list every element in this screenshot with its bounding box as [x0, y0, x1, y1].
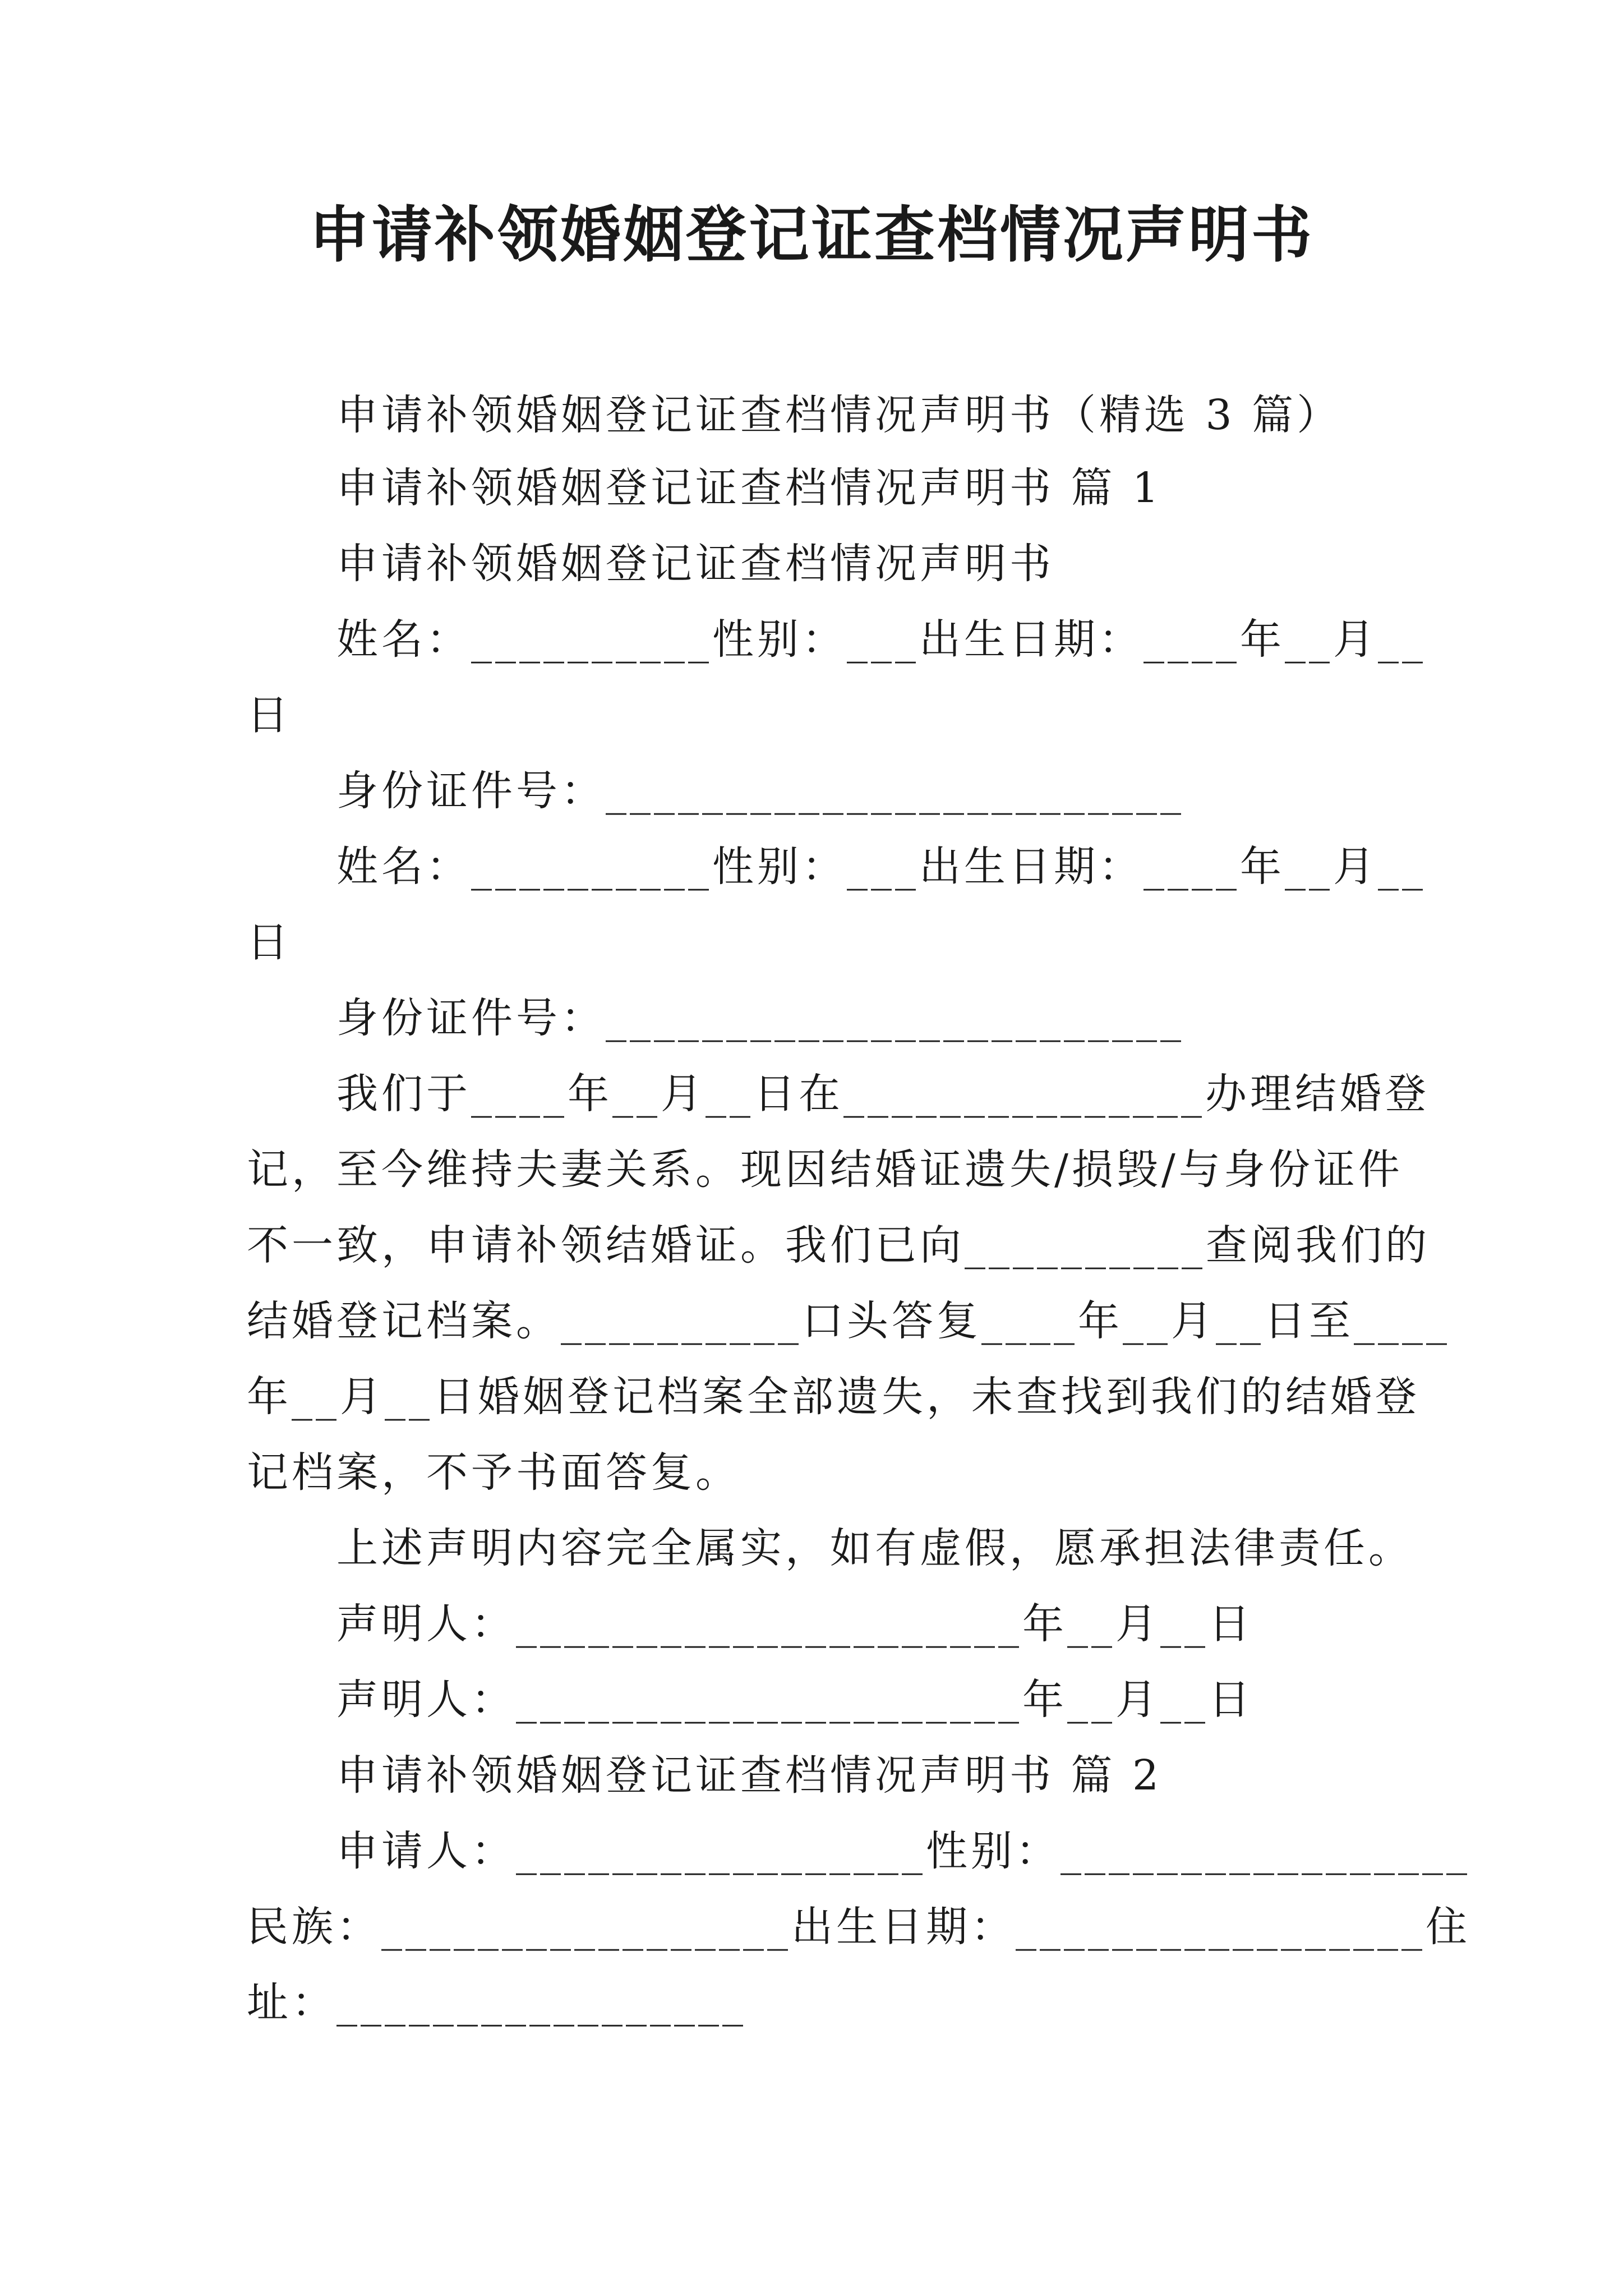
doc-line-applicant: 申请人：_________________性别：_________________ [336, 1827, 1470, 1875]
doc-line-declarant-2: 声明人：_____________________年__月__日 [336, 1676, 1253, 1724]
document-title: 申请补领婚姻登记证查档情况声明书 [308, 200, 1314, 270]
doc-line-day-2: 日 [247, 918, 292, 967]
doc-line-declaration: 上述声明内容完全属实，如有虚假，愿承担法律责任。 [336, 1524, 1413, 1572]
doc-line-body-3: 不一致，申请补领结婚证。我们已向__________查阅我们的 [247, 1221, 1430, 1269]
doc-line-body-2: 记，至今维持夫妻关系。现因结婚证遗失/损毁/与身份证件 [247, 1145, 1403, 1194]
doc-line-id-2: 身份证件号：________________________ [336, 994, 1184, 1042]
doc-line-declarant-1: 声明人：_____________________年__月__日 [336, 1600, 1253, 1648]
doc-line-section-2: 申请补领婚姻登记证查档情况声明书 篇 2 [336, 1751, 1163, 1800]
doc-line-section-1: 申请补领婚姻登记证查档情况声明书 篇 1 [336, 464, 1163, 512]
doc-line-body-4: 结婚登记档案。__________口头答复____年__月__日至____ [247, 1297, 1450, 1345]
doc-line-body-1: 我们于____年__月__日在_______________办理结婚登 [336, 1070, 1430, 1118]
doc-line-subtitle: 申请补领婚姻登记证查档情况声明书（精选 3 篇） [336, 391, 1342, 439]
doc-line-heading-1: 申请补领婚姻登记证查档情况声明书 [336, 540, 1054, 588]
doc-line-day-1: 日 [247, 691, 292, 739]
doc-line-address: 址：_________________ [247, 1978, 746, 2027]
doc-line-name-2: 姓名：__________性别：___出生日期：____年__月__ [336, 843, 1426, 891]
doc-line-body-5: 年__月__日婚姻登记档案全部遗失，未查找到我们的结婚登 [247, 1373, 1420, 1421]
doc-line-name-1: 姓名：__________性别：___出生日期：____年__月__ [336, 615, 1426, 664]
doc-line-body-6: 记档案，不予书面答复。 [247, 1448, 740, 1497]
doc-line-id-1: 身份证件号：________________________ [336, 767, 1184, 815]
doc-line-ethnicity: 民族：_________________出生日期：_________________住 [247, 1903, 1470, 1951]
